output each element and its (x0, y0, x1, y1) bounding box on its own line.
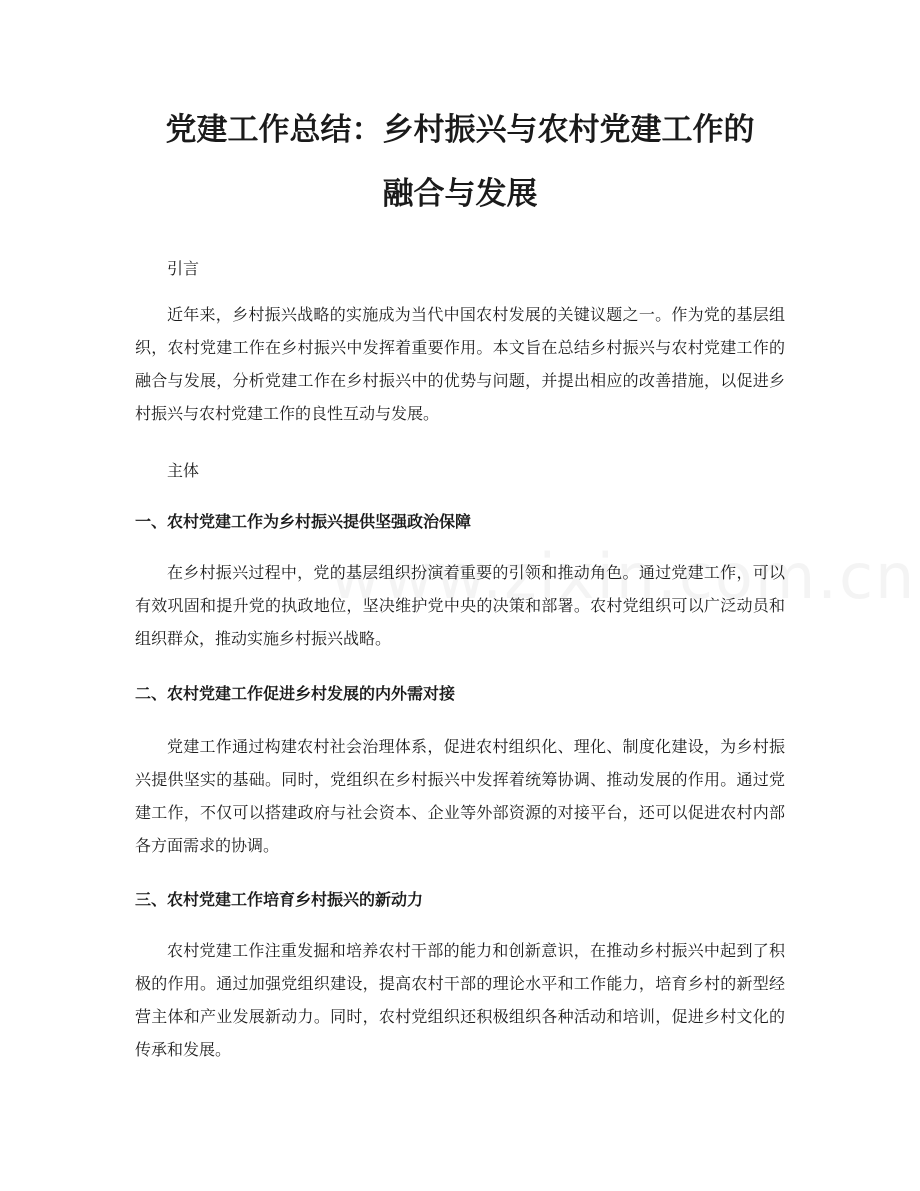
section-2-heading: 二、农村党建工作促进乡村发展的内外需对接 (135, 684, 456, 703)
section-2-paragraph: 党建工作通过构建农村社会治理体系，促进农村组织化、理化、制度化建设，为乡村振兴提供坚实的基础。同时，党组织在乡村振兴中发挥着统筹协调、推动发展的作用。通过党建工作，不仅可以搭建政府与社会资本、企业等外部资源的对接平台，还可以促进农村内部各方面需求的协调。 (135, 737, 785, 855)
body-label: 主体 (167, 461, 200, 480)
document-title-line-2: 融合与发展 (382, 176, 538, 212)
intro-paragraph: 近年来，乡村振兴战略的实施成为当代中国农村发展的关键议题之一。作为党的基层组织，农村党建工作在乡村振兴中发挥着重要作用。本文旨在总结乡村振兴与农村党建工作的融合与发展，分析党建工作在乡村振兴中的优势与问题，并提出相应的改善措施，以促进乡村振兴与农村党建工作的良性互动与发展。 (135, 305, 785, 423)
section-3-heading: 三、农村党建工作培育乡村振兴的新动力 (135, 890, 424, 909)
section-1-paragraph: 在乡村振兴过程中，党的基层组织扮演着重要的引领和推动角色。通过党建工作，可以有效巩固和提升党的执政地位，坚决维护党中央的决策和部署。农村党组织可以广泛动员和组织群众，推动实施乡村振兴战略。 (135, 563, 785, 648)
section-3-paragraph: 农村党建工作注重发掘和培养农村干部的能力和创新意识，在推动乡村振兴中起到了积极的作用。通过加强党组织建设，提高农村干部的理论水平和工作能力，培育乡村的新型经营主体和产业发展新动力。同时，农村党组织还积极组织各种活动和培训，促进乡村文化的传承和发展。 (135, 941, 785, 1059)
section-1-heading: 一、农村党建工作为乡村振兴提供坚强政治保障 (135, 512, 472, 531)
intro-label: 引言 (167, 259, 200, 278)
document-title-line-1: 党建工作总结：乡村振兴与农村党建工作的 (165, 112, 755, 148)
